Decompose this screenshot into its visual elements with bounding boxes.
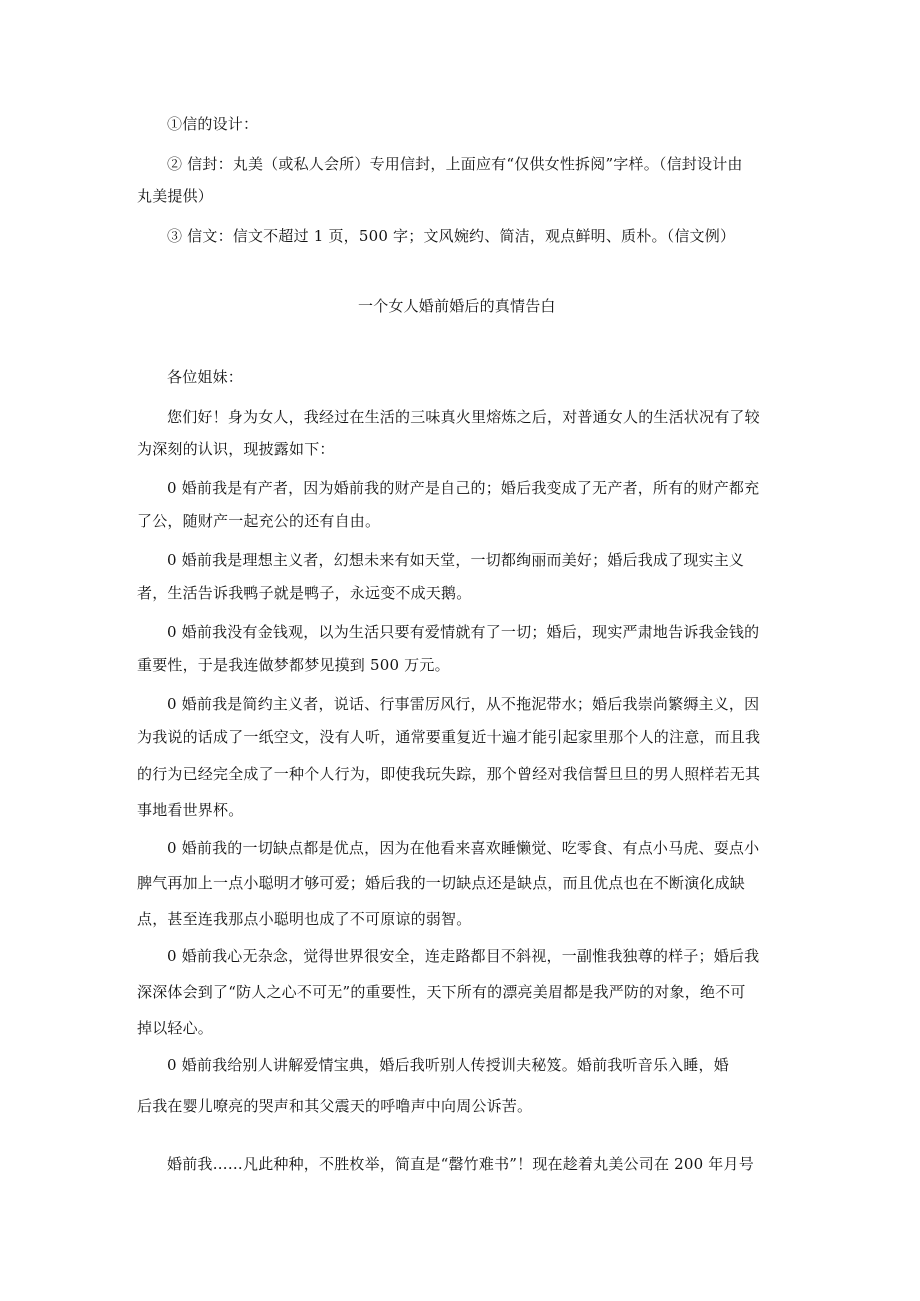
item-1-line-1: 0 婚前我是有产者，因为婚前我的财产是自己的；婚后我变成了无产者，所有的财产都充 xyxy=(167,479,760,497)
envelope-line-2: 丸美提供） xyxy=(137,187,214,205)
closing-line: 婚前我……凡此种种，不胜枚举，简直是“罄竹难书”！现在趁着丸美公司在 200 年月号 xyxy=(167,1155,754,1173)
item-5-line-2: 脾气再加上一点小聪明才够可爱；婚后我的一切缺点还是缺点，而且优点也在不断演化成缺 xyxy=(137,874,746,892)
item-3-line-1: 0 婚前我没有金钱观，以为生活只要有爱情就有了一切；婚后，现实严肃地告诉我金钱的 xyxy=(167,623,760,641)
item-6-line-3: 掉以轻心。 xyxy=(137,1019,214,1037)
item-4-line-4: 事地看世界杯。 xyxy=(137,801,244,819)
item-7-line-1: 0 婚前我给别人讲解爱情宝典，婚后我听别人传授训夫秘笈。婚前我听音乐入睡，婚 xyxy=(167,1056,729,1074)
item-7-line-2: 后我在婴儿嘹亮的哭声和其父震天的呼噜声中向周公诉苦。 xyxy=(137,1097,533,1115)
intro-line-1: 您们好！身为女人，我经过在生活的三味真火里熔炼之后，对普通女人的生活状况有了较 xyxy=(167,408,760,426)
item-4-line-3: 的行为已经完全成了一种个人行为，即使我玩失踪，那个曾经对我信誓旦旦的男人照样若无其 xyxy=(137,765,761,783)
letter-title: 一个女人婚前婚后的真情告白 xyxy=(358,297,556,315)
item-2-line-2: 者，生活告诉我鸭子就是鸭子，永远变不成天鹅。 xyxy=(137,584,472,602)
item-5-line-3: 点，甚至连我那点小聪明也成了不可原谅的弱智。 xyxy=(137,910,472,928)
item-6-line-1: 0 婚前我心无杂念，觉得世界很安全，连走路都目不斜视，一副惟我独尊的样子；婚后我 xyxy=(167,947,760,965)
item-2-line-1: 0 婚前我是理想主义者，幻想未来有如天堂，一切都绚丽而美好；婚后我成了现实主义 xyxy=(167,551,745,569)
letter-body-spec: ③ 信文：信文不超过 1 页，500 字；文风婉约、简洁，观点鲜明、质朴。（信文例） xyxy=(167,227,736,245)
design-heading: ①信的设计： xyxy=(167,115,259,133)
letter-salutation: 各位姐妹： xyxy=(167,368,244,386)
item-6-line-2: 深深体会到了“防人之心不可无”的重要性，天下所有的漂亮美眉都是我严防的对象，绝不可 xyxy=(137,983,746,1001)
item-3-line-2: 重要性，于是我连做梦都梦见摸到 500 万元。 xyxy=(137,656,450,674)
envelope-line-1: ② 信封：丸美（或私人会所）专用信封，上面应有“仅供女性拆阅”字样。（信封设计由 xyxy=(167,155,743,173)
intro-line-2: 为深刻的认识，现披露如下： xyxy=(137,440,335,458)
item-4-line-2: 为我说的话成了一纸空文，没有人听，通常要重复近十遍才能引起家里那个人的注意，而且我 xyxy=(137,728,761,746)
item-4-line-1: 0 婚前我是简约主义者，说话、行事雷厉风行，从不拖泥带水；婚后我崇尚繁缛主义，因 xyxy=(167,695,760,713)
item-1-line-2: 了公，随财产一起充公的还有自由。 xyxy=(137,512,381,530)
item-5-line-1: 0 婚前我的一切缺点都是优点，因为在他看来喜欢睡懒觉、吃零食、有点小马虎、耍点小 xyxy=(167,839,760,857)
